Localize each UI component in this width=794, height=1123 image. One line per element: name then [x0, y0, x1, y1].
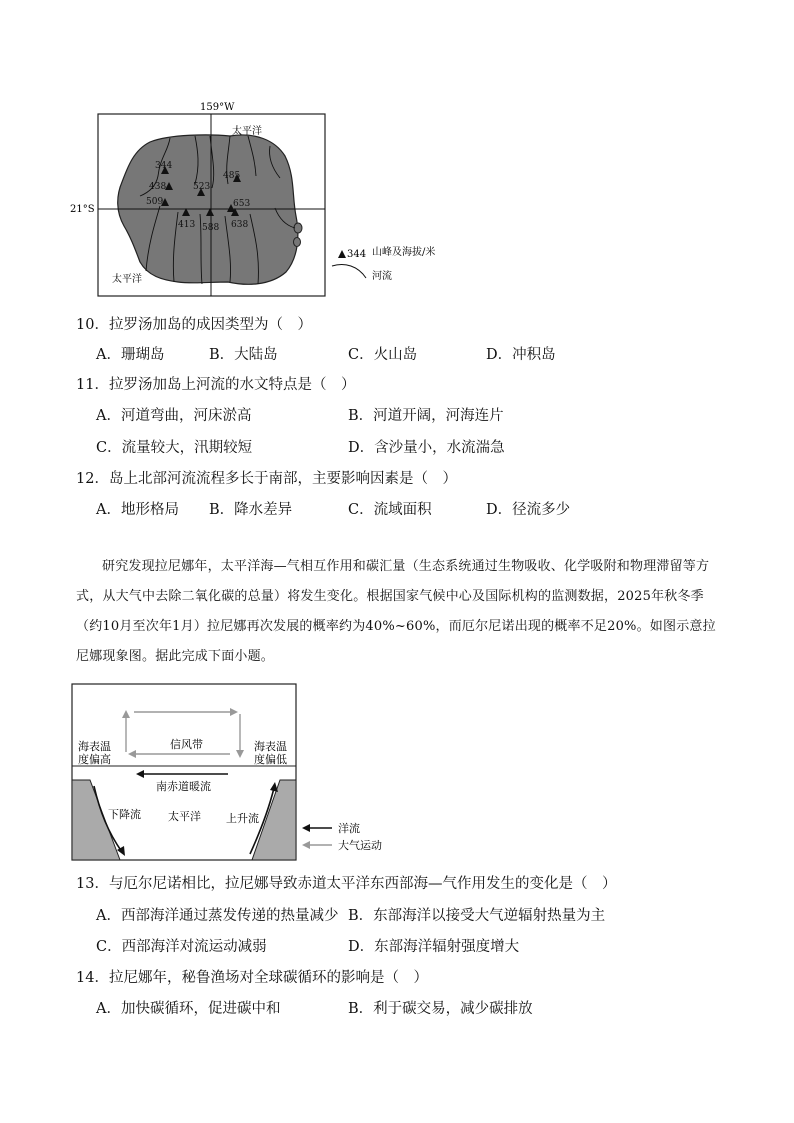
- island-map-figure: [60, 96, 460, 306]
- q12-option-c[interactable]: C．流域面积: [348, 502, 432, 518]
- question-14-stem: 14．拉尼娜年，秘鲁渔场对全球碳循环的影响是（ ）: [76, 970, 428, 986]
- q12-option-b[interactable]: B．降水差异: [209, 502, 293, 518]
- q10-option-d[interactable]: D．冲积岛: [486, 347, 556, 363]
- ocean-label-ne: 太平洋: [232, 126, 262, 137]
- legend-current-arrow-icon: [302, 824, 310, 832]
- trade-wind-label: 信风带: [170, 738, 203, 751]
- question-11-stem: 11．拉罗汤加岛上河流的水文特点是（ ）: [76, 377, 356, 393]
- q10-option-b[interactable]: B．大陆岛: [209, 347, 278, 363]
- reading-passage: [76, 552, 724, 672]
- q12-option-a[interactable]: A．地形格局: [96, 502, 179, 518]
- peak-label: 638: [231, 220, 249, 230]
- downwelling-label: 下降流: [108, 808, 141, 821]
- q10-option-c[interactable]: C．火山岛: [348, 347, 418, 363]
- current-label: 南赤道暖流: [156, 780, 211, 793]
- passage-text: 研究发现拉尼娜年，太平洋海—气相互作用和碳汇量（生态系统通过生物吸收、化学吸附和物理滞留等方式，从大气中去除二氧化碳的总量）将发生变化。根据国家气候中心及国际机构的监测数据，2025年秋冬季（约10月至次年1月）拉尼娜再次发展的概率约为40%~60%，而厄尔尼诺出现的概率不足20%。如图示意拉尼娜现象图。据此完成下面小题。: [76, 559, 716, 664]
- peak-label: 438: [149, 182, 167, 192]
- peak-label: 509: [146, 197, 164, 207]
- la-nina-diagram: [70, 682, 400, 862]
- peak-label: 344: [155, 161, 173, 171]
- legend-peak-label: 山峰及海拔/米: [372, 247, 436, 258]
- legend-air-label: 大气运动: [338, 839, 382, 852]
- peak-label: 588: [202, 223, 220, 233]
- q13-option-d[interactable]: D．东部海洋辐射强度增大: [348, 939, 520, 955]
- q12-option-d[interactable]: D．径流多少: [486, 502, 571, 518]
- east-temp-line2: 度偏低: [254, 753, 287, 766]
- peak-label: 485: [223, 171, 241, 181]
- q13-option-b[interactable]: B．东部海洋以接受大气逆辐射热量为主: [348, 908, 606, 924]
- upwelling-label: 上升流: [226, 812, 259, 825]
- legend-current-label: 洋流: [338, 822, 360, 835]
- islet: [294, 223, 302, 233]
- q11-option-a[interactable]: A．河道弯曲，河床淤高: [96, 408, 252, 424]
- q13-option-c[interactable]: C．西部海洋对流运动减弱: [96, 939, 267, 955]
- legend-peak-icon: [338, 250, 346, 258]
- west-temp-line1: 海表温: [78, 740, 111, 753]
- ocean-label: 太平洋: [168, 810, 201, 823]
- legend-river-label: 河流: [372, 271, 392, 282]
- legend-air-arrow-icon: [302, 841, 310, 849]
- peak-label: 653: [233, 199, 251, 209]
- q11-option-c[interactable]: C．流量较大，汛期较短: [96, 440, 253, 456]
- q11-option-d[interactable]: D．含沙量小，水流湍急: [348, 440, 505, 456]
- q14-option-b[interactable]: B．利于碳交易，减少碳排放: [348, 1001, 533, 1017]
- west-temp-line2: 度偏高: [78, 753, 111, 766]
- q13-option-a[interactable]: A．西部海洋通过蒸发传递的热量减少: [96, 908, 339, 924]
- islet: [294, 238, 301, 247]
- q14-option-a[interactable]: A．加快碳循环，促进碳中和: [96, 1001, 281, 1017]
- legend-river-icon: [332, 265, 366, 279]
- question-10-stem: 10．拉罗汤加岛的成因类型为（ ）: [76, 317, 312, 333]
- longitude-label: 159°W: [200, 102, 235, 113]
- peak-label: 413: [178, 220, 196, 230]
- question-13-stem: 13．与厄尔尼诺相比，拉尼娜导致赤道太平洋东西部海—气作用发生的变化是（ ）: [76, 876, 617, 892]
- ocean-label-sw: 太平洋: [112, 274, 142, 285]
- question-12-stem: 12．岛上北部河流流程多长于南部，主要影响因素是（ ）: [76, 471, 457, 487]
- peak-label: 523: [193, 182, 211, 192]
- latitude-label: 21°S: [70, 204, 95, 215]
- east-temp-line1: 海表温: [254, 740, 287, 753]
- island-shape: [118, 135, 298, 284]
- legend-peak-value: 344: [347, 249, 367, 260]
- q11-option-b[interactable]: B．河道开阔，河海连片: [348, 408, 504, 424]
- q10-option-a[interactable]: A．珊瑚岛: [96, 347, 165, 363]
